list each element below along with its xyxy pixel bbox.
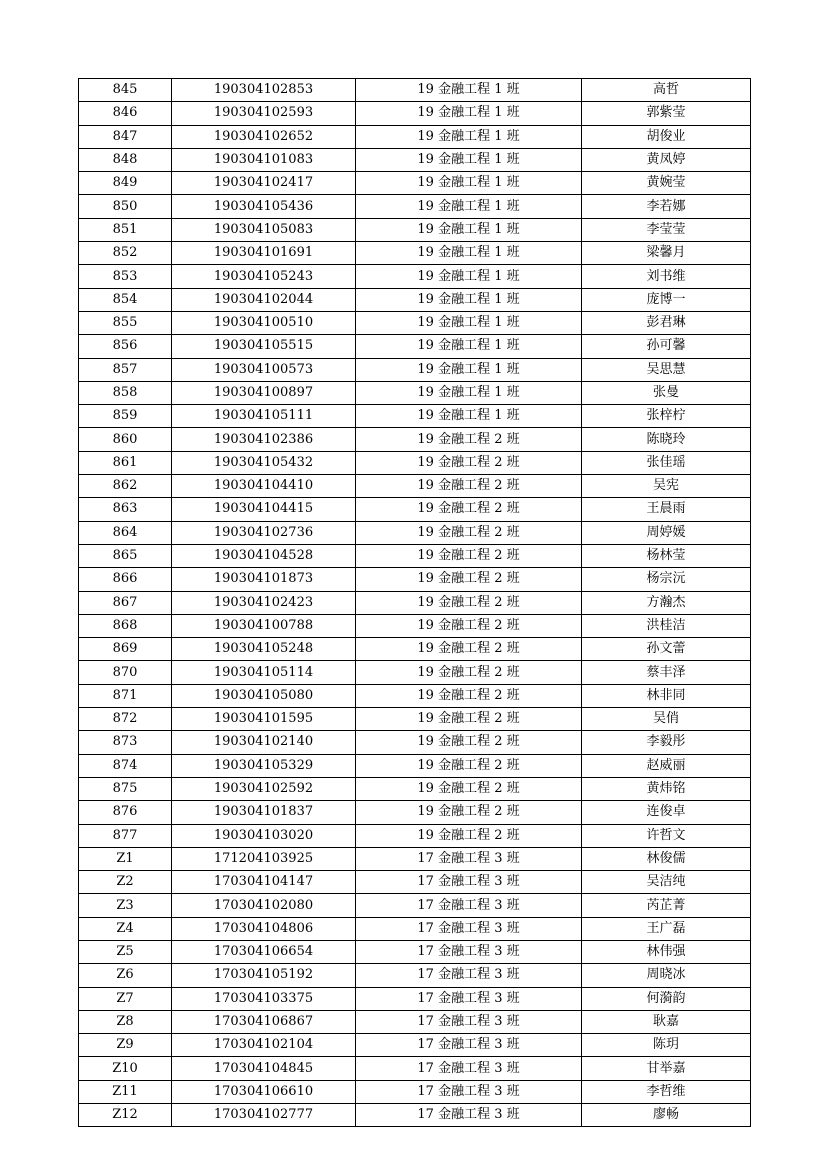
- row-number-cell: 872: [79, 708, 172, 731]
- student-id-cell: 190304105083: [172, 218, 356, 241]
- class-name-cell: 17 金融工程 3 班: [356, 1057, 582, 1080]
- student-id-cell: 190304101083: [172, 148, 356, 171]
- student-id-cell: 170304102104: [172, 1034, 356, 1057]
- student-id-cell: 190304100788: [172, 614, 356, 637]
- table-row: [79, 1057, 751, 1080]
- class-name-cell: 17 金融工程 3 班: [356, 964, 582, 987]
- student-name-cell: 林非同: [582, 684, 751, 707]
- table-row: [79, 148, 751, 171]
- table-row: [79, 894, 751, 917]
- class-name-cell: 19 金融工程 1 班: [356, 335, 582, 358]
- student-id-cell: 170304106610: [172, 1080, 356, 1103]
- row-number-cell: 855: [79, 311, 172, 334]
- student-name-cell: 何漪韵: [582, 987, 751, 1010]
- row-number-cell: 853: [79, 265, 172, 288]
- table-row: [79, 754, 751, 777]
- row-number-cell: 863: [79, 498, 172, 521]
- student-id-cell: 190304105114: [172, 661, 356, 684]
- row-number-cell: 868: [79, 614, 172, 637]
- class-name-cell: 19 金融工程 2 班: [356, 731, 582, 754]
- class-name-cell: 19 金融工程 2 班: [356, 638, 582, 661]
- table-row: [79, 1010, 751, 1033]
- class-name-cell: 19 金融工程 1 班: [356, 358, 582, 381]
- student-id-cell: 190304101873: [172, 568, 356, 591]
- row-number-cell: 860: [79, 428, 172, 451]
- table-row: [79, 1104, 751, 1127]
- table-row: [79, 1080, 751, 1103]
- student-id-cell: 170304105192: [172, 964, 356, 987]
- row-number-cell: 859: [79, 405, 172, 428]
- table-row: [79, 847, 751, 870]
- table-row: [79, 79, 751, 102]
- row-number-cell: Z8: [79, 1010, 172, 1033]
- student-id-cell: 190304105432: [172, 451, 356, 474]
- class-name-cell: 19 金融工程 2 班: [356, 801, 582, 824]
- class-name-cell: 19 金融工程 1 班: [356, 381, 582, 404]
- student-name-cell: 许哲文: [582, 824, 751, 847]
- table-row: [79, 591, 751, 614]
- student-name-cell: 李哲维: [582, 1080, 751, 1103]
- table-row: [79, 684, 751, 707]
- student-id-cell: 190304102417: [172, 172, 356, 195]
- row-number-cell: 874: [79, 754, 172, 777]
- student-id-cell: 170304102080: [172, 894, 356, 917]
- student-id-cell: 170304104845: [172, 1057, 356, 1080]
- student-name-cell: 李若娜: [582, 195, 751, 218]
- student-name-cell: 彭君琳: [582, 311, 751, 334]
- student-id-cell: 190304100897: [172, 381, 356, 404]
- table-row: [79, 498, 751, 521]
- student-id-cell: 170304106654: [172, 940, 356, 963]
- table-row: [79, 731, 751, 754]
- student-name-cell: 陈玥: [582, 1034, 751, 1057]
- student-id-cell: 190304101691: [172, 242, 356, 265]
- table-row: [79, 218, 751, 241]
- student-name-cell: 方瀚杰: [582, 591, 751, 614]
- student-name-cell: 吴思慧: [582, 358, 751, 381]
- student-name-cell: 耿嘉: [582, 1010, 751, 1033]
- student-id-cell: 190304102853: [172, 79, 356, 102]
- class-name-cell: 17 金融工程 3 班: [356, 871, 582, 894]
- table-row: [79, 544, 751, 567]
- student-id-cell: 190304101837: [172, 801, 356, 824]
- table-row: [79, 871, 751, 894]
- row-number-cell: 845: [79, 79, 172, 102]
- table-row: [79, 824, 751, 847]
- student-name-cell: 廖畅: [582, 1104, 751, 1127]
- class-name-cell: 19 金融工程 2 班: [356, 661, 582, 684]
- student-roster-table: [78, 78, 751, 1127]
- class-name-cell: 19 金融工程 2 班: [356, 475, 582, 498]
- student-name-cell: 胡俊业: [582, 125, 751, 148]
- student-id-cell: 190304102423: [172, 591, 356, 614]
- row-number-cell: 854: [79, 288, 172, 311]
- class-name-cell: 19 金融工程 1 班: [356, 311, 582, 334]
- student-name-cell: 黄婉莹: [582, 172, 751, 195]
- row-number-cell: 857: [79, 358, 172, 381]
- row-number-cell: 850: [79, 195, 172, 218]
- table-row: [79, 987, 751, 1010]
- student-id-cell: 190304105080: [172, 684, 356, 707]
- student-name-cell: 庞博一: [582, 288, 751, 311]
- table-row: [79, 1034, 751, 1057]
- student-id-cell: 170304102777: [172, 1104, 356, 1127]
- student-name-cell: 李莹莹: [582, 218, 751, 241]
- student-name-cell: 吴洁纯: [582, 871, 751, 894]
- student-id-cell: 190304104415: [172, 498, 356, 521]
- table-row: [79, 708, 751, 731]
- class-name-cell: 19 金融工程 2 班: [356, 591, 582, 614]
- table-row: [79, 405, 751, 428]
- class-name-cell: 17 金融工程 3 班: [356, 1034, 582, 1057]
- student-name-cell: 蔡丰泽: [582, 661, 751, 684]
- student-id-cell: 190304100573: [172, 358, 356, 381]
- student-id-cell: 190304104410: [172, 475, 356, 498]
- student-id-cell: 170304104806: [172, 917, 356, 940]
- class-name-cell: 19 金融工程 1 班: [356, 195, 582, 218]
- table-row: [79, 311, 751, 334]
- student-name-cell: 黄凤婷: [582, 148, 751, 171]
- class-name-cell: 19 金融工程 2 班: [356, 684, 582, 707]
- table-row: [79, 381, 751, 404]
- student-id-cell: 190304103020: [172, 824, 356, 847]
- class-name-cell: 19 金融工程 2 班: [356, 428, 582, 451]
- student-id-cell: 171204103925: [172, 847, 356, 870]
- table-row: [79, 335, 751, 358]
- row-number-cell: 865: [79, 544, 172, 567]
- student-id-cell: 190304102593: [172, 102, 356, 125]
- class-name-cell: 19 金融工程 2 班: [356, 754, 582, 777]
- table-row: [79, 801, 751, 824]
- class-name-cell: 19 金融工程 1 班: [356, 148, 582, 171]
- row-number-cell: 866: [79, 568, 172, 591]
- class-name-cell: 19 金融工程 2 班: [356, 614, 582, 637]
- table-row: [79, 661, 751, 684]
- class-name-cell: 17 金融工程 3 班: [356, 917, 582, 940]
- row-number-cell: 870: [79, 661, 172, 684]
- table-row: [79, 172, 751, 195]
- table-row: [79, 521, 751, 544]
- table-row: [79, 288, 751, 311]
- student-id-cell: 190304105436: [172, 195, 356, 218]
- table-row: [79, 125, 751, 148]
- student-name-cell: 周婷媛: [582, 521, 751, 544]
- row-number-cell: 876: [79, 801, 172, 824]
- table-row: [79, 451, 751, 474]
- table-row: [79, 638, 751, 661]
- row-number-cell: 862: [79, 475, 172, 498]
- table-row: [79, 428, 751, 451]
- row-number-cell: 867: [79, 591, 172, 614]
- student-id-cell: 190304102044: [172, 288, 356, 311]
- row-number-cell: 858: [79, 381, 172, 404]
- table-row: [79, 358, 751, 381]
- row-number-cell: Z6: [79, 964, 172, 987]
- row-number-cell: Z3: [79, 894, 172, 917]
- row-number-cell: 851: [79, 218, 172, 241]
- table-row: [79, 777, 751, 800]
- class-name-cell: 19 金融工程 2 班: [356, 451, 582, 474]
- class-name-cell: 19 金融工程 1 班: [356, 242, 582, 265]
- student-name-cell: 郭紫莹: [582, 102, 751, 125]
- class-name-cell: 19 金融工程 2 班: [356, 824, 582, 847]
- row-number-cell: 869: [79, 638, 172, 661]
- table-row: [79, 265, 751, 288]
- row-number-cell: Z5: [79, 940, 172, 963]
- student-id-cell: 190304100510: [172, 311, 356, 334]
- student-name-cell: 周晓冰: [582, 964, 751, 987]
- student-name-cell: 梁馨月: [582, 242, 751, 265]
- student-name-cell: 杨林莹: [582, 544, 751, 567]
- row-number-cell: 861: [79, 451, 172, 474]
- row-number-cell: 846: [79, 102, 172, 125]
- student-id-cell: 190304104528: [172, 544, 356, 567]
- student-id-cell: 190304102652: [172, 125, 356, 148]
- row-number-cell: 877: [79, 824, 172, 847]
- class-name-cell: 19 金融工程 1 班: [356, 288, 582, 311]
- class-name-cell: 19 金融工程 1 班: [356, 102, 582, 125]
- class-name-cell: 19 金融工程 2 班: [356, 777, 582, 800]
- table-row: [79, 940, 751, 963]
- student-name-cell: 张曼: [582, 381, 751, 404]
- table-row: [79, 242, 751, 265]
- class-name-cell: 17 金融工程 3 班: [356, 940, 582, 963]
- roster-body: [79, 79, 751, 1127]
- row-number-cell: Z11: [79, 1080, 172, 1103]
- student-name-cell: 洪桂洁: [582, 614, 751, 637]
- student-name-cell: 赵威丽: [582, 754, 751, 777]
- row-number-cell: Z10: [79, 1057, 172, 1080]
- class-name-cell: 19 金融工程 1 班: [356, 265, 582, 288]
- class-name-cell: 19 金融工程 1 班: [356, 172, 582, 195]
- student-id-cell: 190304102592: [172, 777, 356, 800]
- student-id-cell: 190304102736: [172, 521, 356, 544]
- class-name-cell: 19 金融工程 2 班: [356, 708, 582, 731]
- student-name-cell: 芮芷菁: [582, 894, 751, 917]
- row-number-cell: Z7: [79, 987, 172, 1010]
- table-row: [79, 964, 751, 987]
- class-name-cell: 17 金融工程 3 班: [356, 1080, 582, 1103]
- student-id-cell: 190304105111: [172, 405, 356, 428]
- student-id-cell: 190304105243: [172, 265, 356, 288]
- student-id-cell: 190304105329: [172, 754, 356, 777]
- student-name-cell: 连俊卓: [582, 801, 751, 824]
- row-number-cell: Z12: [79, 1104, 172, 1127]
- table-row: [79, 195, 751, 218]
- student-name-cell: 张佳瑶: [582, 451, 751, 474]
- student-id-cell: 190304102386: [172, 428, 356, 451]
- class-name-cell: 17 金融工程 3 班: [356, 894, 582, 917]
- row-number-cell: Z2: [79, 871, 172, 894]
- student-name-cell: 杨宗沅: [582, 568, 751, 591]
- row-number-cell: 847: [79, 125, 172, 148]
- student-name-cell: 王晨雨: [582, 498, 751, 521]
- class-name-cell: 17 金融工程 3 班: [356, 987, 582, 1010]
- row-number-cell: 871: [79, 684, 172, 707]
- student-name-cell: 刘书维: [582, 265, 751, 288]
- student-id-cell: 190304102140: [172, 731, 356, 754]
- student-id-cell: 190304105515: [172, 335, 356, 358]
- table-row: [79, 917, 751, 940]
- table-row: [79, 568, 751, 591]
- student-name-cell: 吴俏: [582, 708, 751, 731]
- row-number-cell: Z4: [79, 917, 172, 940]
- class-name-cell: 19 金融工程 1 班: [356, 125, 582, 148]
- row-number-cell: 864: [79, 521, 172, 544]
- student-name-cell: 黄炜铭: [582, 777, 751, 800]
- student-name-cell: 孙文蕾: [582, 638, 751, 661]
- student-name-cell: 林伟强: [582, 940, 751, 963]
- class-name-cell: 19 金融工程 2 班: [356, 544, 582, 567]
- class-name-cell: 17 金融工程 3 班: [356, 1104, 582, 1127]
- row-number-cell: Z1: [79, 847, 172, 870]
- student-name-cell: 张梓柠: [582, 405, 751, 428]
- table-row: [79, 614, 751, 637]
- row-number-cell: 849: [79, 172, 172, 195]
- student-name-cell: 孙可馨: [582, 335, 751, 358]
- row-number-cell: 873: [79, 731, 172, 754]
- class-name-cell: 19 金融工程 1 班: [356, 79, 582, 102]
- class-name-cell: 17 金融工程 3 班: [356, 1010, 582, 1033]
- student-id-cell: 190304105248: [172, 638, 356, 661]
- row-number-cell: 852: [79, 242, 172, 265]
- student-name-cell: 高哲: [582, 79, 751, 102]
- row-number-cell: Z9: [79, 1034, 172, 1057]
- student-id-cell: 170304106867: [172, 1010, 356, 1033]
- row-number-cell: 875: [79, 777, 172, 800]
- class-name-cell: 19 金融工程 2 班: [356, 568, 582, 591]
- student-name-cell: 甘举嘉: [582, 1057, 751, 1080]
- class-name-cell: 19 金融工程 1 班: [356, 405, 582, 428]
- table-row: [79, 475, 751, 498]
- table-row: [79, 102, 751, 125]
- student-id-cell: 190304101595: [172, 708, 356, 731]
- class-name-cell: 19 金融工程 2 班: [356, 498, 582, 521]
- student-id-cell: 170304104147: [172, 871, 356, 894]
- student-name-cell: 王广磊: [582, 917, 751, 940]
- row-number-cell: 856: [79, 335, 172, 358]
- student-name-cell: 李毅彤: [582, 731, 751, 754]
- student-id-cell: 170304103375: [172, 987, 356, 1010]
- row-number-cell: 848: [79, 148, 172, 171]
- class-name-cell: 19 金融工程 2 班: [356, 521, 582, 544]
- student-name-cell: 林俊儒: [582, 847, 751, 870]
- class-name-cell: 17 金融工程 3 班: [356, 847, 582, 870]
- student-name-cell: 吴宪: [582, 475, 751, 498]
- student-name-cell: 陈晓玲: [582, 428, 751, 451]
- class-name-cell: 19 金融工程 1 班: [356, 218, 582, 241]
